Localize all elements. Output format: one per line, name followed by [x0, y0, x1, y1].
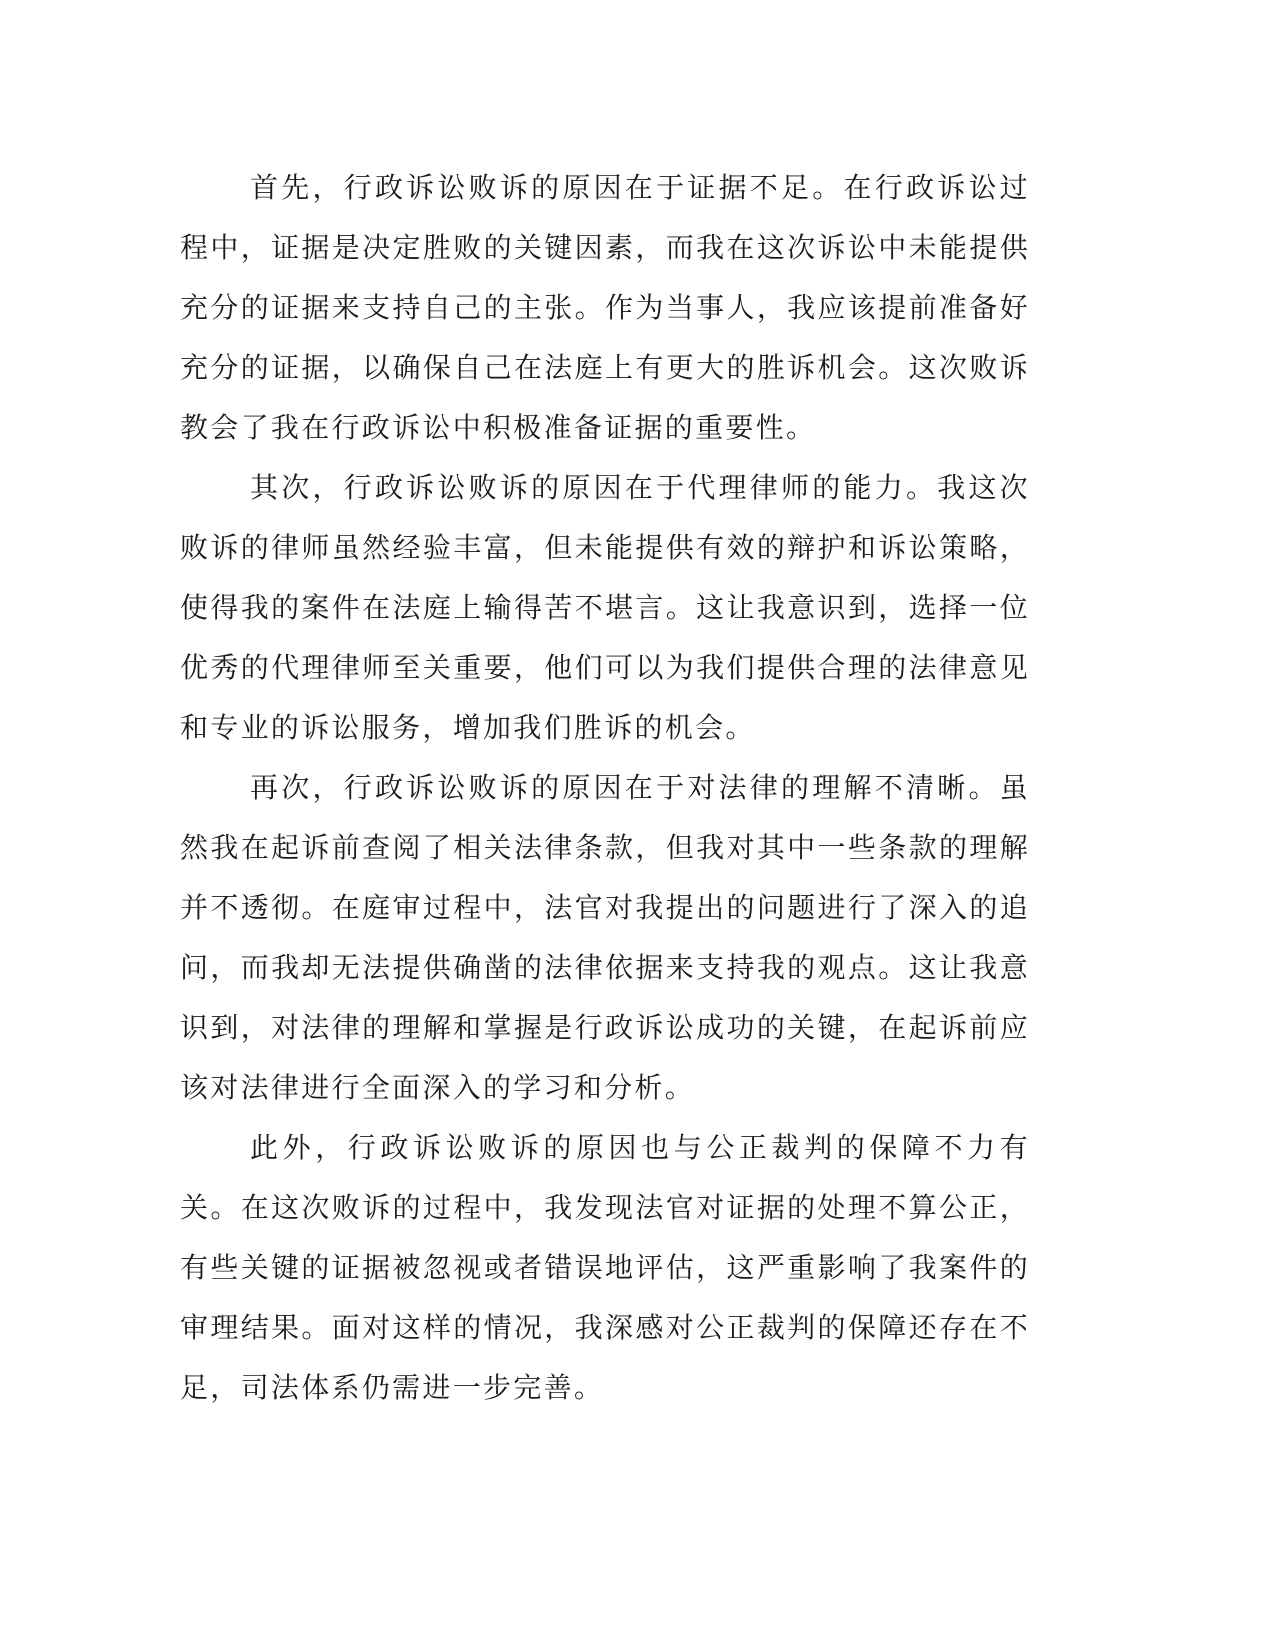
paragraph-fair-judgment: 此外，行政诉讼败诉的原因也与公正裁判的保障不力有关。在这次败诉的过程中，我发现法官对证据的处理不算公正，有些关键的证据被忽视或者错误地评估，这严重影响了我案件的审理结果。面对这样的情况，我深感对公正裁判的保障还存在不足，司法体系仍需进一步完善。 [180, 1131, 1030, 1404]
paragraph-evidence: 首先，行政诉讼败诉的原因在于证据不足。在行政诉讼过程中，证据是决定胜败的关键因素，而我在这次诉讼中未能提供充分的证据来支持自己的主张。作为当事人，我应该提前准备好充分的证据，以确保自己在法庭上有更大的胜诉机会。这次败诉教会了我在行政诉讼中积极准备证据的重要性。 [180, 171, 1030, 444]
paragraph-lawyer: 其次，行政诉讼败诉的原因在于代理律师的能力。我这次败诉的律师虽然经验丰富，但未能提供有效的辩护和诉讼策略，使得我的案件在法庭上输得苦不堪言。这让我意识到，选择一位优秀的代理律师至关重要，他们可以为我们提供合理的法律意见和专业的诉讼服务，增加我们胜诉的机会。 [180, 471, 1030, 744]
document-body [180, 158, 1030, 1418]
paragraph-law-understanding: 再次，行政诉讼败诉的原因在于对法律的理解不清晰。虽然我在起诉前查阅了相关法律条款，但我对其中一些条款的理解并不透彻。在庭审过程中，法官对我提出的问题进行了深入的追问，而我却无法提供确凿的法律依据来支持我的观点。这让我意识到，对法律的理解和掌握是行政诉讼成功的关键，在起诉前应该对法律进行全面深入的学习和分析。 [180, 771, 1030, 1104]
